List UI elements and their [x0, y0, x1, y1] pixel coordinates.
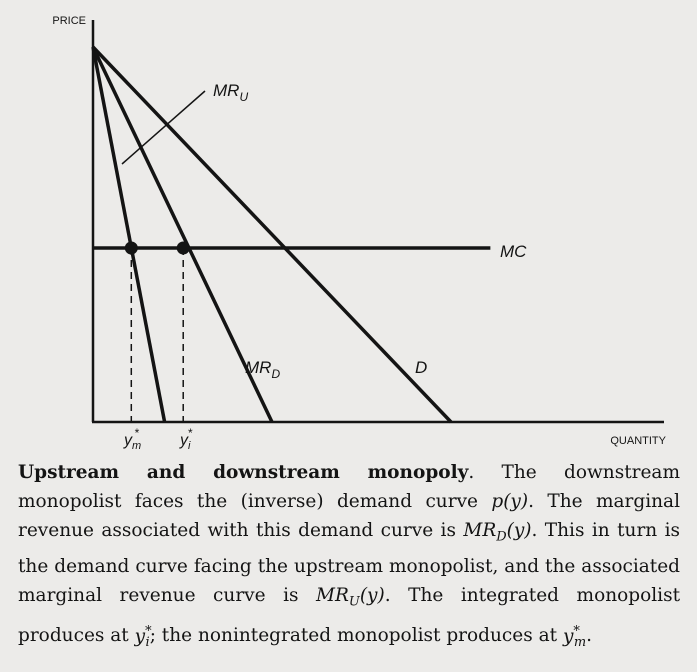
caption-mr-d: $MR_D(y)$: [463, 520, 532, 545]
label-y-i-star: $y_i*$: [180, 426, 193, 452]
label-d: D: [415, 358, 428, 377]
y-axis-label: PRICE: [52, 15, 86, 27]
label-y-m-star: $y_m*$: [124, 426, 142, 452]
caption-sentence-5: ; the nonintegrated monopolist produces at: [149, 625, 558, 647]
x-axis-label: QUANTITY: [610, 435, 666, 447]
label-mr-d: $MR_D$: [245, 358, 281, 381]
point-y-m: [125, 242, 138, 255]
caption-mr-u: $MR_U(y)$: [316, 584, 385, 610]
caption-sentence-1: The downstream monopolist faces the (inverse) demand curve: [18, 462, 680, 512]
figure-caption: Upstream and downstream monopoly. The downstream monopolist faces the (inverse) demand curve p(y). The marginal revenue associated with this demand curve is $MR_D(y)$. This in turn is the demand curve facing the upstream monopolist, and the associated marginal revenue curve is $MR_U(y)$. The integrated monopolist produces at $y^*_i$; the nonintegrated monopolist produces at $y^*_m$.: [18, 462, 681, 651]
caption-demand-curve: p(y): [491, 491, 529, 512]
caption-title: Upstream and downstream monopoly: [18, 462, 469, 483]
label-mc: MC: [500, 242, 527, 261]
caption-sentence-2: The marginal revenue associated with this demand curve is: [18, 491, 680, 541]
point-y-i: [177, 242, 190, 255]
label-mr-u: $MR_U$: [213, 81, 249, 104]
caption-y-i-star: $y^*_i$: [134, 623, 152, 651]
caption-y-m-star: $y^*_m$: [562, 623, 587, 651]
caption-sentence-3: This in turn is the demand curve facing the upstream monopolist, and the associated marginal revenue curve is: [18, 520, 681, 606]
demand-curve-D: [93, 47, 451, 422]
marginal-revenue-curve-MR-U: [93, 47, 165, 422]
caption-sentence-4: The integrated monopolist produces at: [18, 584, 681, 647]
